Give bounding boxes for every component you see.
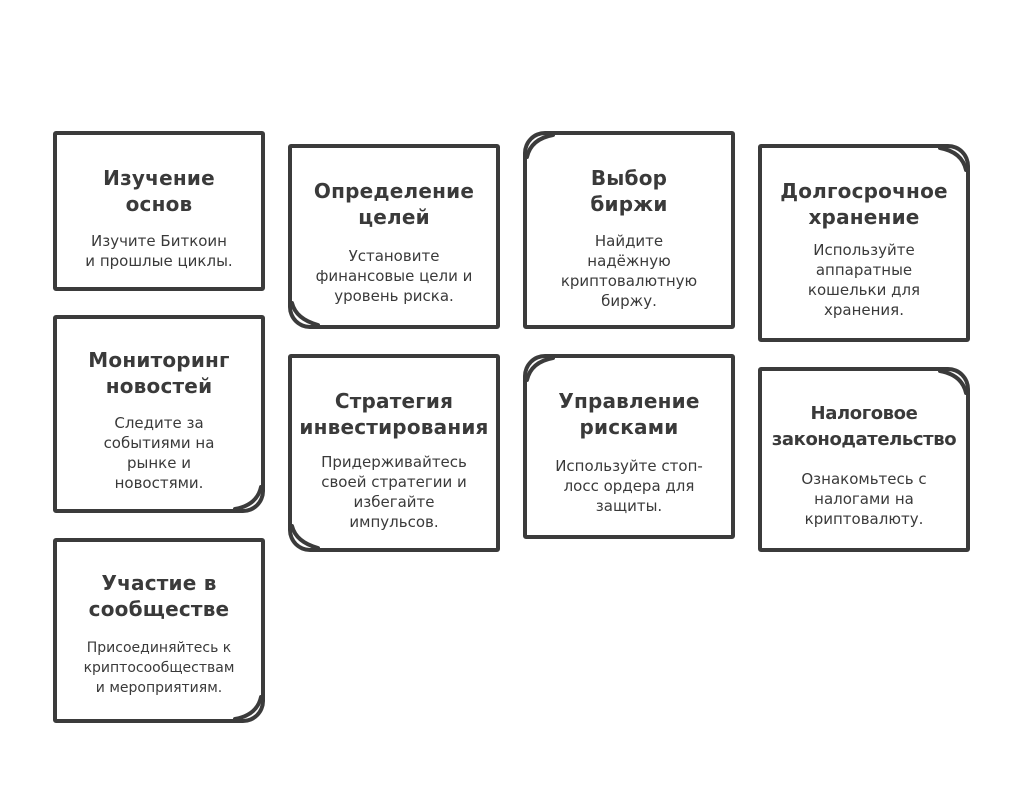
card-choose-exchange [523, 131, 735, 329]
card-title: Определение целей [313, 179, 475, 229]
card-title: Долгосрочное хранение [780, 179, 948, 229]
card-community-participation [53, 538, 265, 723]
card-description: Используйте стоп- лосс ордера для защиты. [555, 457, 703, 515]
card-tax-legislation [758, 367, 970, 552]
card-description: Следите за событиями на рынке и новостями. [103, 414, 215, 492]
card-description: Изучите Биткоин и прошлые циклы. [85, 232, 233, 270]
card-title: Управление рисками [558, 389, 700, 439]
card-title: Налоговое законодательство [771, 403, 957, 450]
card-description: Присоединяйтесь к криптосообществам и мероприятиям. [83, 640, 235, 696]
card-news-monitoring [53, 315, 265, 513]
card-description: Придерживайтесь своей стратегии и избегайте импульсов. [321, 453, 467, 531]
card-investment-strategy [288, 354, 500, 552]
card-description: Ознакомьтесь с налогами на криптовалюту. [801, 470, 927, 528]
card-title: Изучение основ [103, 166, 215, 216]
card-description: Найдите надёжную криптовалютную биржу. [560, 232, 698, 310]
card-long-term-storage [758, 144, 970, 342]
card-risk-management [523, 354, 735, 539]
card-title: Мониторинг новостей [88, 348, 230, 398]
card-title: Выбор биржи [590, 166, 668, 216]
card-description: Используйте аппаратные кошельки для хранения. [807, 241, 921, 319]
card-title: Участие в сообществе [88, 571, 230, 621]
card-study-basics [53, 131, 265, 291]
card-define-goals [288, 144, 500, 329]
card-description: Установите финансовые цели и уровень риска. [315, 247, 473, 305]
card-title: Стратегия инвестирования [299, 389, 489, 439]
